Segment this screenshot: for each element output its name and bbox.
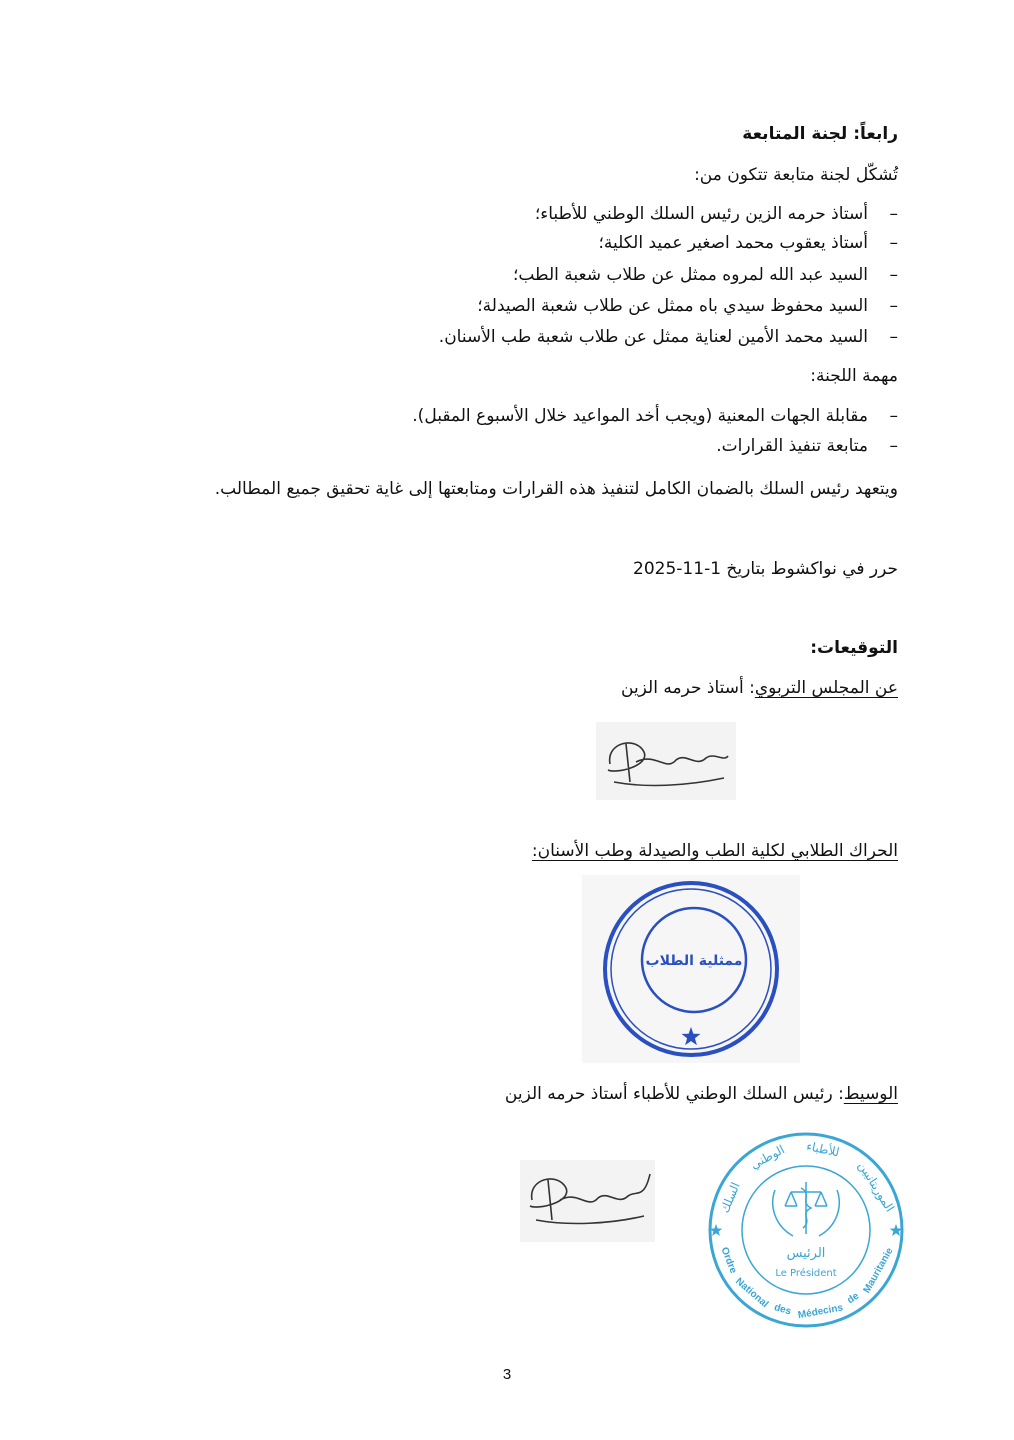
member-text: أستاذ حرمه الزين رئيس السلك الوطني للأطباء؛ — [534, 204, 868, 224]
task-text: مقابلة الجهات المعنية (ويجب أخد المواعيد خلال الأسبوع المقبل). — [412, 406, 868, 426]
stamp-ring-word: السلك — [717, 1180, 743, 1215]
order-stamp-role-fr: Le Président — [775, 1268, 837, 1279]
member-text: السيد محفوظ سيدي باه ممثل عن طلاب شعبة الصيدلة؛ — [477, 296, 868, 316]
stamp-ring-word: Médecins — [797, 1302, 844, 1322]
commitment-text: ويتعهد رئيس السلك بالضمان الكامل لتنفيذ هذه القرارات ومتابعتها إلى غاية تحقيق جميع المطالب. — [214, 479, 898, 499]
member-item: –السيد عبد الله لمروه ممثل عن طلاب شعبة الطب؛ — [512, 265, 898, 285]
student-stamp — [582, 875, 800, 1063]
task-item: –متابعة تنفيذ القرارات. — [716, 436, 898, 456]
mediator-name: : رئيس السلك الوطني للأطباء أستاذ حرمه الزين — [504, 1084, 844, 1104]
date-line: حرر في نواكشوط بتاريخ 1-11-2025 — [633, 559, 898, 579]
mediator-label: الوسيط — [843, 1084, 898, 1104]
member-item: –أستاذ حرمه الزين رئيس السلك الوطني للأطباء؛ — [534, 204, 898, 224]
student-stamp-inner: ممثلية الطلاب — [645, 953, 743, 969]
member-item: –السيد محفوظ سيدي باه ممثل عن طلاب شعبة الصيدلة؛ — [477, 296, 898, 316]
mediator-line — [505, 1082, 898, 1106]
member-item: –السيد محمد الأمين لعناية ممثل عن طلاب شعبة طب الأسنان. — [438, 327, 898, 347]
member-text: أستاذ يعقوب محمد اصغير عميد الكلية؛ — [598, 233, 868, 253]
member-item: –أستاذ يعقوب محمد اصغير عميد الكلية؛ — [598, 233, 898, 253]
council-name: : أستاذ حرمه الزين — [621, 678, 755, 698]
task-text: متابعة تنفيذ القرارات. — [716, 436, 868, 456]
order-president-stamp — [706, 1130, 906, 1330]
stamp-ring-word: للأطباء — [805, 1138, 841, 1160]
intro-text: تُشكّل لجنة متابعة تتكون من: — [694, 165, 898, 185]
stamp-ring-word: des — [772, 1302, 793, 1318]
member-text: السيد محمد الأمين لعناية ممثل عن طلاب شعبة طب الأسنان. — [438, 327, 868, 347]
stamp-ring-word: de — [845, 1290, 862, 1307]
council-signature — [596, 722, 736, 800]
order-stamp-role-ar: الرئيس — [786, 1246, 826, 1261]
task-item: –مقابلة الجهات المعنية (ويجب أخد المواعيد خلال الأسبوع المقبل). — [412, 406, 898, 426]
stamp-ring-word: Ordre — [718, 1245, 739, 1276]
signatures-title: التوقيعات: — [810, 638, 898, 658]
students-label: الحراك الطلابي لكلية الطب والصيدلة وطب الأسنان: — [531, 841, 898, 861]
page-number: 3 — [502, 1366, 512, 1383]
stamp-ring-word: Mauritanie — [861, 1246, 896, 1296]
stamp-ring-word: الموريتانيين — [855, 1159, 897, 1215]
students-line — [532, 839, 898, 863]
section-title: رابعاً: لجنة المتابعة — [742, 124, 898, 144]
stamp-ring-word: الوطني — [748, 1142, 787, 1172]
member-text: السيد عبد الله لمروه ممثل عن طلاب شعبة الطب؛ — [512, 265, 868, 285]
stamp-ring-word: National — [733, 1275, 771, 1311]
council-label: عن المجلس التربوي — [754, 678, 898, 698]
council-line — [621, 676, 898, 700]
tasks-title: مهمة اللجنة: — [810, 366, 898, 386]
mediator-signature — [520, 1160, 655, 1242]
